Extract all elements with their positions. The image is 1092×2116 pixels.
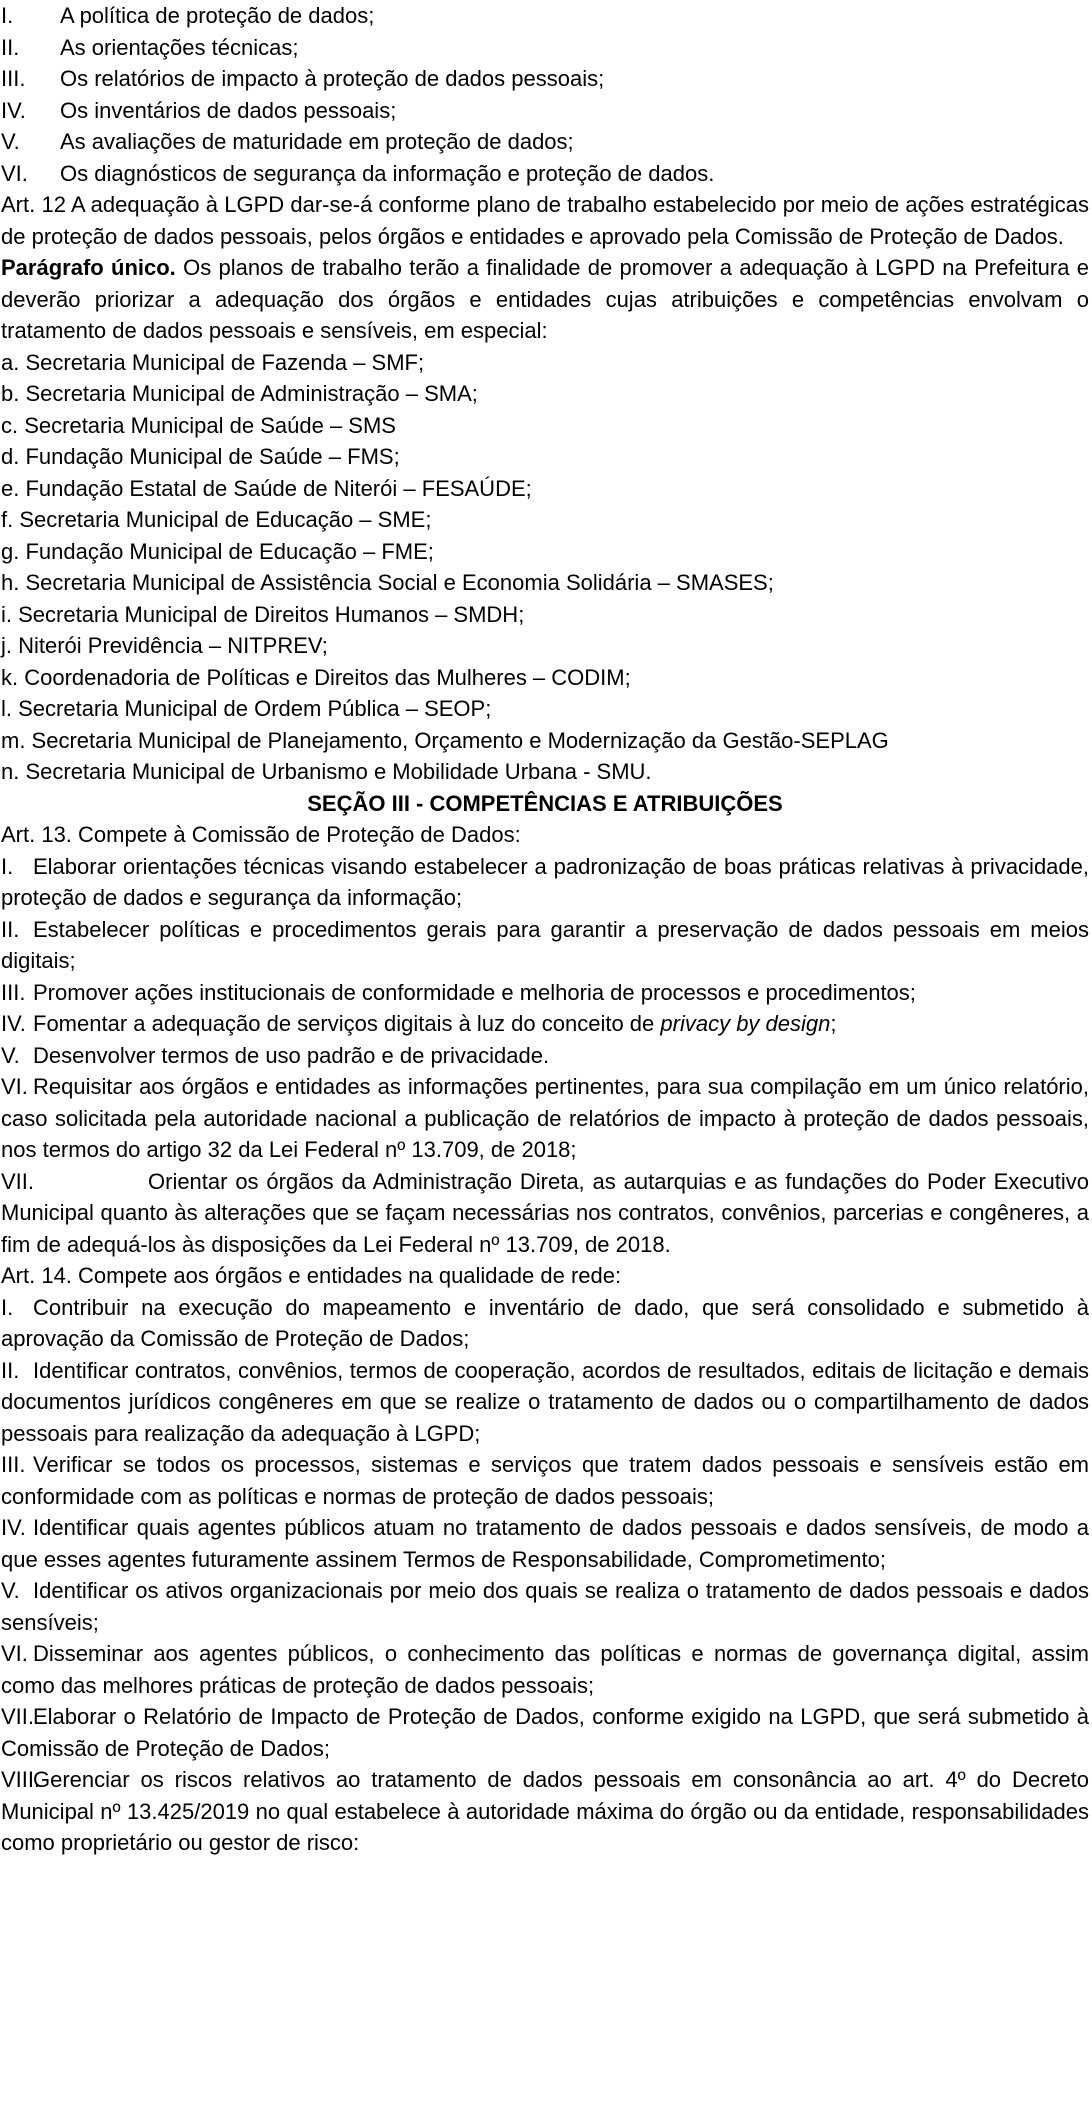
entity-item: n. Secretaria Municipal de Urbanismo e Mobilidade Urbana - SMU.	[1, 759, 652, 784]
entity-item: l. Secretaria Municipal de Ordem Pública – SEOP;	[1, 696, 492, 721]
entity-item: c. Secretaria Municipal de Saúde – SMS	[1, 412, 396, 438]
entity-item: g. Fundação Municipal de Educação – FME;	[1, 538, 434, 564]
list-item: VII. Orientar os órgãos da Administração Direta, as autarquias e as fundações do Poder Executivo Municipal quanto às alterações que se façam necessárias nos contratos, convênios, parcerias e congêneres, a fim de adequá-los às disposições da Lei Federal nº 13.709, de 2018.	[1, 1168, 1089, 1257]
list-item: IV. Fomentar a adequação de serviços digitais à luz do conceito de privacy by design;	[1, 1011, 837, 1036]
entity-item: e. Fundação Estatal de Saúde de Niterói – FESAÚDE;	[1, 475, 532, 501]
entity-item: j. Niterói Previdência – NITPREV;	[1, 633, 328, 658]
list-item: III. Os relatórios de impacto à proteção de dados pessoais;	[1, 66, 605, 91]
paragrafo-unico-label: Parágrafo único.	[1, 255, 176, 280]
list-item: II. Identificar contratos, convênios, termos de cooperação, acordos de resultados, editais de licitação e demais documentos jurídicos congêneres em que se realize o tratamento de dados ou o compartilhamento de dados pessoais para realização da adequação à LGPD;	[1, 1357, 1089, 1446]
article-13-list	[1, 851, 1089, 1261]
list-item: V. Identificar os ativos organizacionais por meio dos quais se realiza o tratamento de dados pessoais e dados sensíveis;	[1, 1578, 1089, 1635]
list-item: II. Estabelecer políticas e procedimentos gerais para garantir a preservação de dados pessoais em meios digitais;	[1, 916, 1089, 973]
list-item: IV. Identificar quais agentes públicos atuam no tratamento de dados pessoais e dados sensíveis, de modo a que esses agentes futuramente assinem Termos de Responsabilidade, Comprometimento;	[1, 1515, 1089, 1572]
list-item: V. As avaliações de maturidade em proteção de dados;	[1, 129, 574, 154]
list-item: VII.Elaborar o Relatório de Impacto de Proteção de Dados, conforme exigido na LGPD, que será submetido à Comissão de Proteção de Dados;	[1, 1704, 1089, 1761]
list-item: VI. Requisitar aos órgãos e entidades as informações pertinentes, para sua compilação em um único relatório, caso solicitada pela autoridade nacional a publicação de relatórios de impacto à proteção de dados pessoais, nos termos do artigo 32 da Lei Federal nº 13.709, de 2018;	[1, 1074, 1089, 1162]
entity-item: a. Secretaria Municipal de Fazenda – SMF;	[1, 349, 425, 375]
list-item: I. Contribuir na execução do mapeamento e inventário de dado, que será consolidado e submetido à aprovação da Comissão de Proteção de Dados;	[1, 1294, 1089, 1351]
entity-item: f. Secretaria Municipal de Educação – SME;	[1, 507, 432, 532]
list-item: III. Promover ações institucionais de conformidade e melhoria de processos e procedimentos;	[1, 979, 916, 1005]
list-item: V. Desenvolver termos de uso padrão e de privacidade.	[1, 1042, 550, 1068]
list-item: I. Elaborar orientações técnicas visando estabelecer a padronização de boas práticas relativas à privacidade, proteção de dados e segurança da informação;	[1, 853, 1089, 910]
list-item: VI. Disseminar aos agentes públicos, o conhecimento das políticas e normas de governança digital, assim como das melhores práticas de proteção de dados pessoais;	[1, 1641, 1089, 1698]
entity-item: d. Fundação Municipal de Saúde – FMS;	[1, 444, 400, 469]
entity-item: m. Secretaria Municipal de Planejamento, Orçamento e Modernização da Gestão-SEPLAG	[1, 727, 889, 753]
article-12: Art. 12 A adequação à LGPD dar-se-á conforme plano de trabalho estabelecido por meio de ações estratégicas de proteção de dados pessoais, pelos órgãos e entidades e aprovado pela Comissão de Proteção de Dados.	[1, 192, 1089, 249]
paragrafo-unico	[1, 252, 1089, 347]
list-item: II. As orientações técnicas;	[1, 34, 299, 60]
list-item: VIII.Gerenciar os riscos relativos ao tratamento de dados pessoais em consonância ao art. 4º do Decreto Municipal nº 13.425/2019 no qual estabelece à autoridade máxima do órgão ou da entidade, responsabilidades como proprietário ou gestor de risco:	[1, 1767, 1089, 1855]
article-14-heading: Art. 14. Compete aos órgãos e entidades na qualidade de rede:	[1, 1263, 622, 1288]
paragrafo-unico-text: Os planos de trabalho terão a finalidade de promover a adequação à LGPD na Prefeitura e deverão priorizar a adequação dos órgãos e entidades cujas atribuições e competências envolvam o tratamento de dados pessoais e sensíveis, em especial:	[1, 255, 1089, 343]
entity-list	[1, 347, 1089, 788]
entity-item: k. Coordenadoria de Políticas e Direitos das Mulheres – CODIM;	[1, 664, 631, 690]
list-item: III. Verificar se todos os processos, sistemas e serviços que tratem dados pessoais e sensíveis estão em conformidade com as políticas e normas de proteção de dados pessoais;	[1, 1452, 1089, 1509]
article-13-heading: Art. 13. Compete à Comissão de Proteção de Dados:	[1, 822, 521, 847]
list-item: IV. Os inventários de dados pessoais;	[1, 97, 397, 123]
article-14-list	[1, 1292, 1089, 1859]
entity-item: h. Secretaria Municipal de Assistência Social e Economia Solidária – SMASES;	[1, 570, 774, 595]
list-item: I. A política de proteção de dados;	[1, 3, 375, 28]
entity-item: b. Secretaria Municipal de Administração – SMA;	[1, 381, 478, 406]
top-list	[1, 0, 1089, 189]
section-title: SEÇÃO III - COMPETÊNCIAS E ATRIBUIÇÕES	[307, 790, 783, 816]
list-item: VI. Os diagnósticos de segurança da informação e proteção de dados.	[1, 160, 715, 186]
entity-item: i. Secretaria Municipal de Direitos Humanos – SMDH;	[1, 601, 525, 627]
